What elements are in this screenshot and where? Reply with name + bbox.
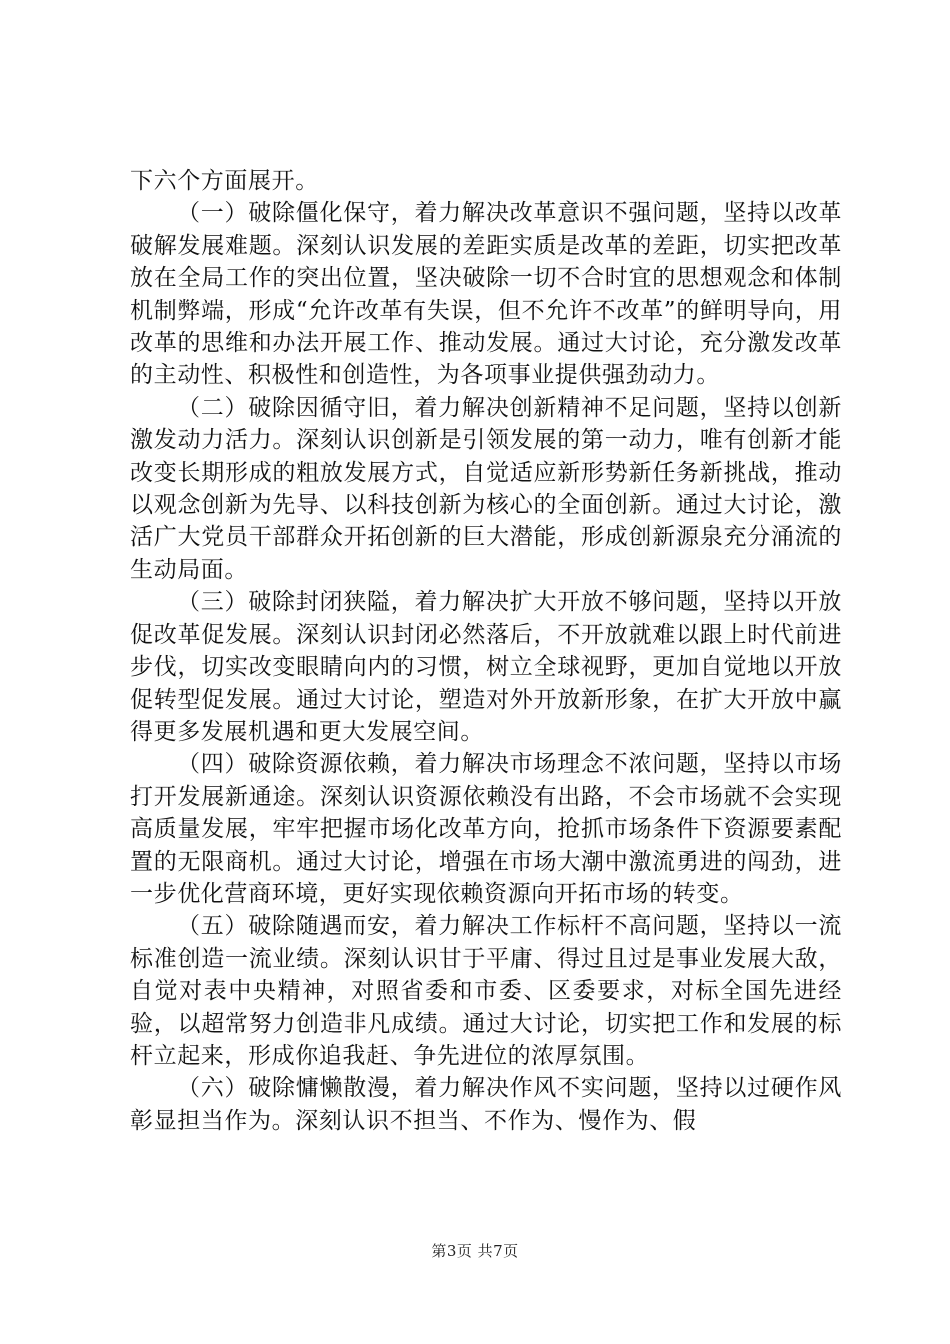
page-footer: 第3页 共7页 (431, 1242, 519, 1260)
paragraph-section-1: （一）破除僵化保守，着力解决改革意识不强问题，坚持以改革破解发展难题。深刻认识发展的差距实质是改革的差距，切实把改革放在全局工作的突出位置，坚决破除一切不合时宜的思想观念和体制机制弊端，形成“允许改革有失误，但不允许不改革”的鲜明导向，用改革的思维和办法开展工作、推动发展。通过大讨论，充分激发改革的主动性、积极性和创造性，为各项事业提供强劲动力。 (130, 200, 842, 389)
paragraph-continuation: 下六个方面展开。 (130, 168, 319, 194)
paragraph-section-3: （三）破除封闭狭隘，着力解决扩大开放不够问题，坚持以开放促改革促发展。深刻认识封闭必然落后，不开放就难以跟上时代前进步伐，切实改变眼睛向内的习惯，树立全球视野，更加自觉地以开放促转型促发展。通过大讨论，塑造对外开放新形象，在扩大开放中赢得更多发展机遇和更大发展空间。 (130, 589, 842, 745)
paragraph-section-5: （五）破除随遇而安，着力解决工作标杆不高问题，坚持以一流标准创造一流业绩。深刻认识甘于平庸、得过且过是事业发展大敌，自觉对表中央精神，对照省委和市委、区委要求，对标全国先进经验，以超常努力创造非凡成绩。通过大讨论，切实把工作和发展的标杆立起来，形成你追我赶、争先进位的浓厚氛围。 (130, 913, 842, 1069)
paragraph-section-2: （二）破除因循守旧，着力解决创新精神不足问题，坚持以创新激发动力活力。深刻认识创新是引领发展的第一动力，唯有创新才能改变长期形成的粗放发展方式，自觉适应新形势新任务新挑战，推动以观念创新为先导、以科技创新为核心的全面创新。通过大讨论，激活广大党员干部群众开拓创新的巨大潜能，形成创新源泉充分涌流的生动局面。 (130, 394, 842, 583)
document-body (130, 165, 842, 1137)
paragraph-section-4: （四）破除资源依赖，着力解决市场理念不浓问题，坚持以市场打开发展新通途。深刻认识资源依赖没有出路，不会市场就不会实现高质量发展，牢牢把握市场化改革方向，抢抓市场条件下资源要素配置的无限商机。通过大讨论，增强在市场大潮中激流勇进的闯劲，进一步优化营商环境，更好实现依赖资源向开拓市场的转变。 (130, 751, 842, 907)
paragraph-section-6: （六）破除慵懒散漫，着力解决作风不实问题，坚持以过硬作风彰显担当作为。深刻认识不担当、不作为、慢作为、假 (130, 1075, 842, 1134)
